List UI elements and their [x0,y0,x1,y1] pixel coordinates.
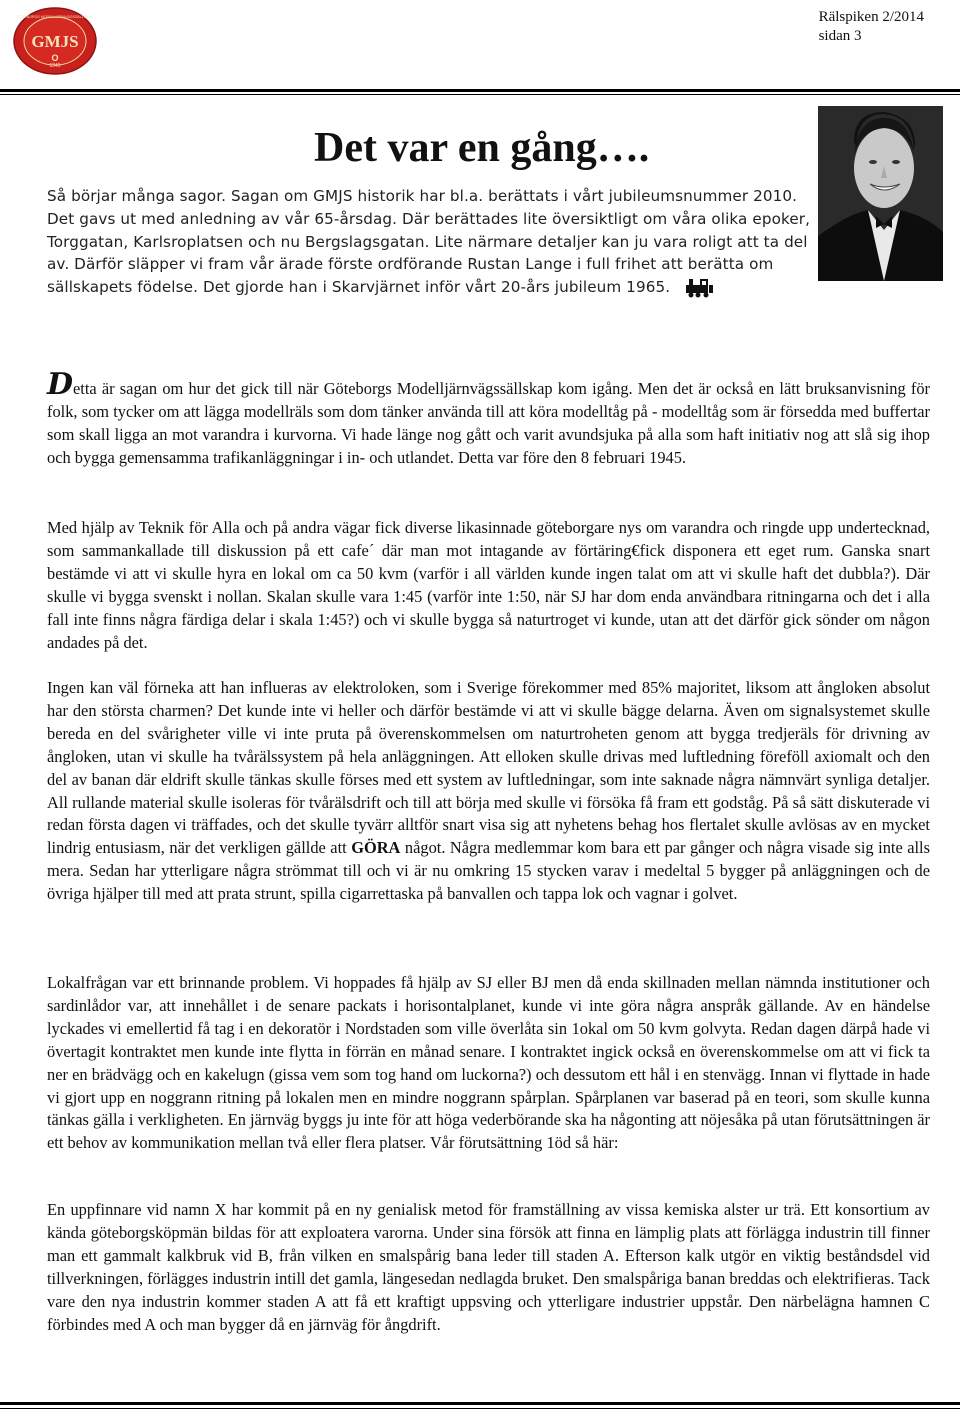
paragraph-text: något. Några medlemmar kom bara ett par gånger och några visade sig inte alls mera. Sedan har ytterligare några strömmat till och vi är nu omkring 15 stycken varav i medeltal 5 bygger på anläggningen och de övriga hjälper till med att prata strunt, spilla cigarrettaska på banvallen och tappa lok och vagnar i golvet. [47,838,930,904]
drop-cap: D [47,367,74,402]
gmjs-logo [12,6,98,76]
intro-text: Så börjar många sagor. Sagan om GMJS historik har bl.a. berättats i vårt jubileumsnummer 2010. Det gavs ut med anledning av vår 65-årsdag. Där berättades lite översiktligt om våra olika epoker, Torggatan, Karlsroplatsen och nu Bergslagsgatan. Lite närmare detaljer kan ju vara roligt att ta del av. Därför släpper vi fram vår ärade förste ordförande Rustan Lange i full frihet att berätta om sällskapets födelse. Det gjorde han i Skarvjärnet inför vårt 20-års jubileum 1965. [47,187,811,297]
article-paragraph [47,677,930,906]
article-title: Det var en gång…. [314,125,650,171]
publication-name: Rälspiken 2/2014 [818,9,924,25]
footer-rule [0,1402,960,1405]
paragraph-text: Ingen kan väl förneka att han influeras av elektroloken, som i Sverige förekommer med 85% majoritet, liksom att ångloken absolut har den största charmen? Det kunde inte vi heller och därför bestämde vi att vi skulle bägge delarna. Även om signalsystemet skulle bereda en del svårigheter ville vi inte pruta på överenskommelsen om naturtroheten genom att bygga tredjeräls för drivning av ångloken, utan vi skulle ha tvårälssystem på hela anläggningen. Att elloken skulle drivas med luftledning föreföll axiomalt och den del av banan där eldrift skulle tänkas skulle förses med ett system av luftledningar, som inte saknade några nämnvärt synliga detaljer. All rullande material skulle isoleras för tvårälsdrift och till att börja med skulle vi försöka få fram ett godståg. På så sätt diskuterade vi redan första dagen vi träffades, och det skulle tyvärr alltför snart visa sig att nyhetens behag hos flertalet skulle avlösas av en mycket lindrig entusiasm, när det verkligen gällde att [47,678,930,858]
header-rule-thin [0,94,960,95]
footer-rule-thin [0,1408,960,1409]
header-rule [0,89,960,92]
logo-ring-text: GÖTEBORGS MODELLJÄRNVÄGSSÄLLSKAP [16,15,94,19]
article-paragraph: Med hjälp av Teknik för Alla och på andra vägar fick diverse likasinnade göteborgare nys om varandra och ringde upp undertecknad, som sammankallade till diskussion på ett cafe´ där man mot intagande av förtäring€fick disponera ett eget rum. Ganska snart bestämde vi att vi skulle hyra en lokal om ca 50 kvm (varför i all världen kunde ingen talat om att vi skulle haft det dubbla?). Där skulle vi bygga svenskt i nollan. Skalan skulle vara 1:45 (varför inte 1:50, när SJ har dom enda användbara ritningarna och det i alla fall inte finns några färdiga delar i skala 1:45?) och vi skulle bygga så naturtroget vi kunde, utan att det därför gick sönder om någon andades på det. [47,518,930,652]
train-icon [684,276,714,298]
logo-year: 1945 [49,63,61,69]
svg-text:1945 [49,63,60,69]
emphasis-text: GÖRA [351,838,401,858]
svg-text:GÖTEBORGS MODELLJÄRNVÄGSSÄLLSK [17,15,94,19]
logo-bottom-text: O [51,53,59,63]
header-info [819,8,924,46]
logo-text: GMJS [31,32,79,51]
svg-text:O [51,53,58,63]
svg-text:GMJS [31,32,78,51]
article-paragraph: En uppfinnare vid namn X har kommit på en ny genialisk metod för framställning av vissa kemiska alster ur trä. Ett konsortium av kända göteborgsköpmän bildas för att exploatera varorna. Under sina försök att finna en lämplig plats att förlägga industrin till finner man ett gammalt kalkbruk vid B, från vilken en smalspårig bana leder till staden A. Efterson kalk utgör en viktig beståndsdel vid tillverkningen, förlägges industrin intill det gamla, längesedan nedlagda bruket. Den smalspåriga banan breddas och elektrifieras. Tack vare den nya industrin kommer staden A att få ett kraftigt uppsving och ytterligare industrier uppstår. Den närbelägna hamnen C förbindes med A och man bygger då en järnväg för ångdrift. [47,1200,930,1334]
portrait-photo [818,106,943,281]
article-intro [47,185,812,299]
article-paragraph: Lokalfrågan var ett brinnande problem. Vi hoppades få hjälp av SJ eller BJ men då enda skillnaden mellan nämnda institutioner och sardinlådor var, att innehållet i de senare packats i horisontalplanet, kunde vi inte göra några anspråk gällande. Av en händelse lyckades vi emellertid få tag i en dekoratör i Nordstaden som ville överlåta sin 1okal om 50 kvm golvyta. Redan dagen därpå hade vi övertagit kontraktet men kunde inte flytta in förrän en månad senare. I kontraktet ingick också en överenskommelse om att vi fick ta ner en brädvägg och en kakelugn (gissa vem som tog hand om luckorna?) och dessutom ett hål i en stenvägg. Innan vi flyttade in hade vi gjort upp en noggrann ritning på lokalen men en mindre noggrann spårplan. Spårplanen var baserad på en teori, som skulle kunna tänkas gälla i verkligheten. En järnväg byggs ju inte för att höga vederbörande ska ha någonting att nöjesåka på utan förutsättningen är ett behov av kommunikation mellan två eller flera platser. Vår förutsättning 1öd så här: [47,973,930,1153]
article-paragraph [47,367,930,470]
page-number: sidan 3 [818,28,862,44]
paragraph-text: etta är sagan om hur det gick till när Göteborgs Modelljärnvägssällskap kom igång. Men det är också en lätt bruksanvisning för folk, som tycker om att lägga modellräls som dom tänker använda till att köra modelltåg på - modelltåg som är försedda med buffertar som skall ligga an mot varandra i kurvorna. Vi hade länge nog gått och varit avundsjuka på alla som haft initiativ nog att slå sig ihop och bygga gemensamma trafikanläggningar i in- och utlandet. Detta var före den 8 februari 1945. [47,379,930,467]
